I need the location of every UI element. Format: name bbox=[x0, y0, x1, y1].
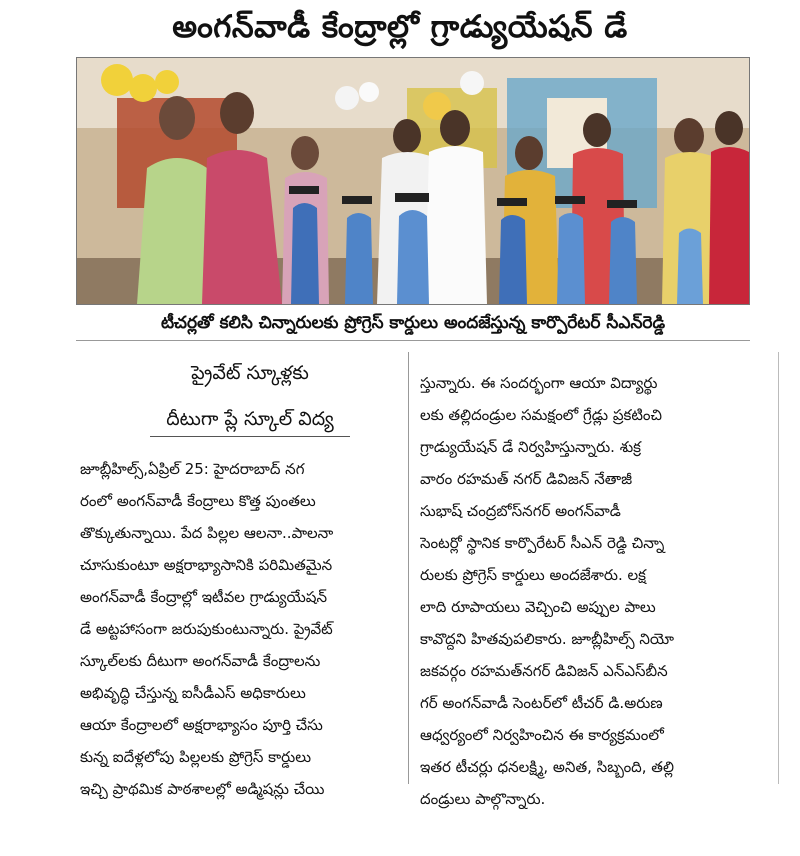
body-line: తొక్కుతున్నాయి. పేద పిల్లల ఆలనా..పాలనా bbox=[80, 524, 334, 542]
body-line: వారం రహమత్ నగర్ డివిజన్ నేతాజీ bbox=[420, 470, 633, 488]
body-line: గ్రాడ్యుయేషన్ డే నిర్వహిస్తున్నారు. శుక్ర bbox=[420, 438, 641, 456]
body-line: అంగన్‌వాడీ కేంద్రాల్లో ఇటీవల గ్రాడ్యుయేషన్ bbox=[80, 588, 328, 606]
article-headline: అంగన్‌వాడీ కేంద్రాల్లో గ్రాడ్యుయేషన్ డే bbox=[172, 9, 628, 45]
article-photo bbox=[76, 57, 750, 305]
body-line: దండ్రులు పాల్గొన్నారు. bbox=[420, 790, 546, 808]
body-line: ఆయా కేంద్రాలలో అక్షరాభ్యాసం పూర్తి చేసు bbox=[80, 716, 323, 734]
body-line: లాది రూపాయలు వెచ్చించి అప్పుల పాలు bbox=[420, 598, 656, 616]
body-line: ఆధ్వర్యంలో నిర్వహించిన ఈ కార్యక్రమంలో bbox=[420, 726, 664, 744]
body-line: ఇతర టీచర్లు ధనలక్ష్మి, అనిత, సిబ్బంది, తల్లి bbox=[420, 758, 674, 776]
body-column-right bbox=[420, 367, 772, 815]
body-line: గర్ అంగన్‌వాడీ సెంటర్‌లో టీచర్ డి.అరుణ bbox=[420, 694, 663, 712]
body-line: సుభాష్ చంద్రబోస్‌నగర్ అంగన్‌వాడీ bbox=[420, 502, 621, 520]
subheadline-underline bbox=[150, 436, 350, 437]
body-line: కున్న ఐదేళ్లలోపు పిల్లలకు ప్రోగ్రెస్ కార్డులు bbox=[80, 748, 312, 766]
body-line: రులకు ప్రోగ్రెస్ కార్డులు అందజేశారు. లక్ష bbox=[420, 566, 646, 584]
subheadline-line-2: దీటుగా ప్లే స్కూల్ విద్య bbox=[166, 408, 334, 430]
body-line: డే అట్టహాసంగా జరుపుకుంటున్నారు. ప్రైవేట్ bbox=[80, 620, 333, 638]
body-line: లకు తల్లిదండ్రుల సమక్షంలో గ్రేడ్లు ప్రకటించి bbox=[420, 406, 662, 424]
body-line: స్కూల్‌లకు దీటుగా అంగన్‌వాడీ కేంద్రాలను bbox=[80, 652, 321, 670]
body-column-left bbox=[80, 453, 400, 805]
body-line: అభివృద్ధి చేస్తున్న ఐసీడీఎస్ అధికారులు bbox=[80, 684, 306, 702]
body-line: రంలో అంగన్‌వాడీ కేంద్రాలు కొత్త పుంతలు bbox=[80, 492, 316, 510]
body-line: చూసుకుంటూ అక్షరాభ్యాసానికి పరిమితమైన bbox=[80, 556, 333, 574]
photo-caption: టీచర్లతో కలిసి చిన్నారులకు ప్రోగ్రెస్ కార్డులు అందజేస్తున్న కార్పొరేటర్ సీఎన్‌రెడ్డి bbox=[76, 306, 750, 341]
page-edge-rule bbox=[778, 352, 779, 784]
body-line: జూబ్లీహిల్స్,ఏప్రిల్ 25: హైదరాబాద్ నగ bbox=[80, 460, 305, 478]
subheadline-line-1: ప్రైవేట్ స్కూళ్లకు bbox=[191, 362, 309, 384]
body-line: ఇచ్చి ప్రాథమిక పాఠశాలల్లో అడ్మిషన్లు చేయి bbox=[80, 780, 325, 798]
body-line: జకవర్గం రహమత్‌నగర్ డివిజన్ ఎన్‌ఎస్‌బీన bbox=[420, 662, 668, 680]
column-divider bbox=[408, 352, 409, 784]
body-line: సెంటర్లో స్థానిక కార్పొరేటర్ సీఎన్ రెడ్డి చిన్నా bbox=[420, 534, 665, 552]
body-line: కావొద్దని హితవుపలికారు. జూబ్లీహిల్స్ నియో bbox=[420, 630, 675, 648]
body-line: స్తున్నారు. ఈ సందర్భంగా ఆయా విద్యార్థు bbox=[420, 374, 658, 392]
